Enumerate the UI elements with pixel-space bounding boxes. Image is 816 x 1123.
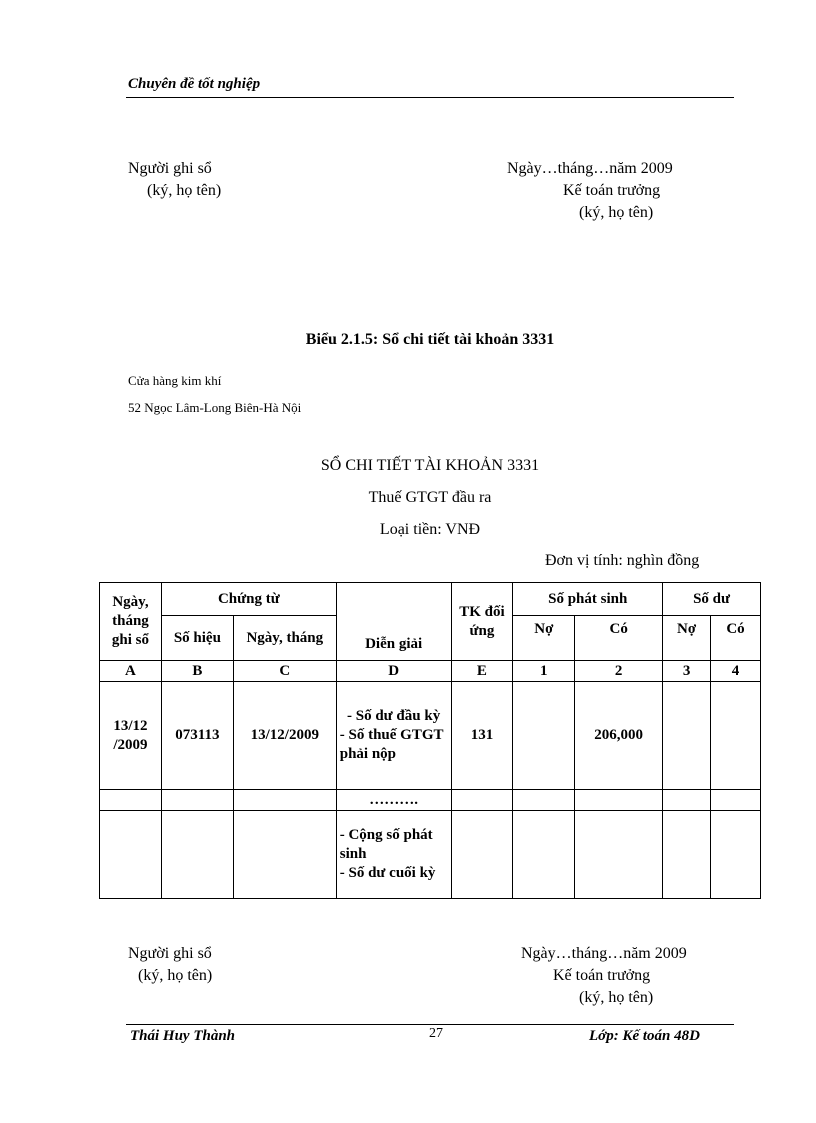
- header-arising: Số phát sinh: [513, 583, 663, 616]
- header-voucher-date: Ngày, tháng: [233, 616, 336, 661]
- code-2: 2: [575, 661, 663, 682]
- header-voucher: Chứng từ: [161, 583, 336, 616]
- row1-description: [336, 682, 451, 790]
- header-credit: Có: [575, 616, 663, 661]
- ledger-currency: Loại tiền: VNĐ: [379, 521, 481, 538]
- bottom-right-note: (ký, họ tên): [579, 989, 654, 1006]
- ledger-title: SỔ CHI TIẾT TÀI KHOẢN 3331: [320, 457, 540, 474]
- table-row: [100, 790, 761, 811]
- header-rule: [126, 97, 734, 98]
- top-date-line: Ngày…tháng…năm 2009: [507, 160, 673, 177]
- header-account: TK đối ứng: [451, 583, 513, 661]
- totals-line2: - Số dư cuối kỳ: [339, 865, 436, 881]
- ellipsis-cell: ……….: [336, 790, 451, 811]
- header-balance-credit: Có: [711, 616, 761, 661]
- table-row: [100, 811, 761, 899]
- code-4: 4: [711, 661, 761, 682]
- header-description: Diễn giải: [336, 583, 451, 661]
- totals-description: [336, 811, 451, 899]
- table-row: [100, 682, 761, 790]
- footer-class: Lớp: Kế toán 48D: [589, 1028, 700, 1044]
- row1-desc-line1: - Số dư đầu kỳ: [347, 708, 441, 724]
- header-debit: Nợ: [513, 616, 575, 661]
- code-1: 1: [513, 661, 575, 682]
- ledger-table: [99, 582, 761, 899]
- top-right-note: (ký, họ tên): [579, 204, 654, 221]
- document-header-title: Chuyên đề tốt nghiệp: [128, 76, 261, 92]
- bottom-right-role: Kế toán trưởng: [553, 967, 651, 984]
- row1-debit: [513, 682, 575, 790]
- section-title: Biểu 2.1.5: Sổ chi tiết tài khoản 3331: [305, 331, 555, 348]
- header-balance: Số dư: [663, 583, 761, 616]
- row1-voucher-no: 073113: [161, 682, 233, 790]
- footer-rule: [126, 1024, 734, 1025]
- code-a: A: [100, 661, 162, 682]
- code-3: 3: [663, 661, 711, 682]
- code-d: D: [336, 661, 451, 682]
- footer-author: Thái Huy Thành: [130, 1028, 236, 1044]
- page-number: 27: [429, 1026, 443, 1041]
- ledger-subtitle: Thuế GTGT đầu ra: [368, 489, 492, 506]
- row1-balance-credit: [711, 682, 761, 790]
- top-left-role: Người ghi sổ: [128, 160, 212, 177]
- row1-account: 131: [451, 682, 513, 790]
- bottom-left-note: (ký, họ tên): [138, 967, 213, 984]
- row1-balance-debit: [663, 682, 711, 790]
- bottom-date-line: Ngày…tháng…năm 2009: [521, 945, 687, 962]
- header-balance-debit: Nợ: [663, 616, 711, 661]
- totals-line1: - Cộng số phát sinh: [339, 827, 433, 862]
- top-right-role: Kế toán trưởng: [563, 182, 661, 199]
- row1-date: 13/12 /2009: [100, 682, 162, 790]
- code-c: C: [233, 661, 336, 682]
- bottom-left-role: Người ghi sổ: [128, 945, 212, 962]
- row1-voucher-date: 13/12/2009: [233, 682, 336, 790]
- code-b: B: [161, 661, 233, 682]
- top-left-note: (ký, họ tên): [147, 182, 222, 199]
- row1-credit: 206,000: [575, 682, 663, 790]
- ledger-unit: Đơn vị tính: nghìn đồng: [545, 552, 700, 569]
- company-name: Cửa hàng kim khí: [128, 373, 222, 388]
- code-e: E: [451, 661, 513, 682]
- header-voucher-no: Số hiệu: [161, 616, 233, 661]
- company-address: 52 Ngọc Lâm-Long Biên-Hà Nội: [128, 400, 302, 415]
- row1-desc-line2: - Số thuế GTGT phải nộp: [339, 727, 444, 762]
- header-date: Ngày, tháng ghi sổ: [100, 583, 162, 661]
